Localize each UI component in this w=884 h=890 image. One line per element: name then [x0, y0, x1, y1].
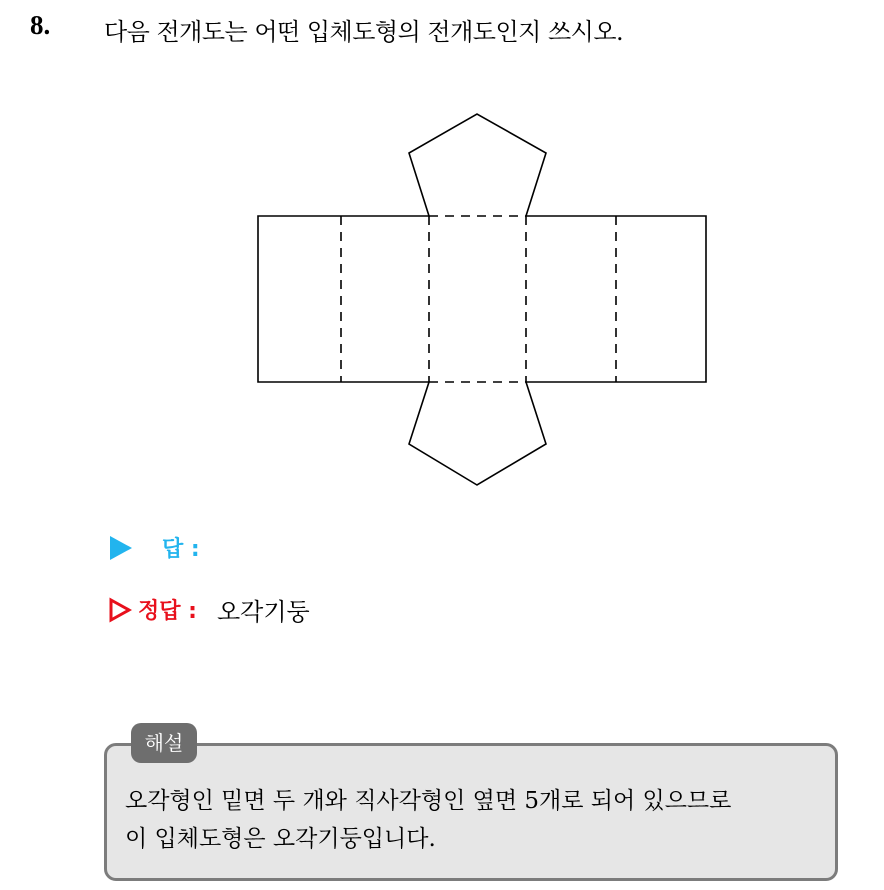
correct-answer-row [108, 592, 310, 627]
correct-answer-label: 정답 : [138, 599, 197, 624]
explanation-text [125, 782, 835, 858]
question-text: 다음 전개도는 어떤 입체도형의 전개도인지 쓰시오. [104, 18, 624, 46]
answer-label: 답 : [162, 537, 200, 562]
correct-arrow-icon [108, 597, 132, 623]
pentagonal-prism-net [250, 110, 710, 490]
answer-arrow-icon [110, 536, 132, 560]
answer-row [110, 532, 200, 563]
explanation-tag: 해설 [131, 723, 197, 763]
correct-answer-value: 오각기둥 [216, 598, 310, 626]
explanation-line-2: 이 입체도형은 오각기둥입니다. [125, 826, 436, 852]
question-number: 8. [30, 10, 51, 40]
explanation-line-1: 오각형인 밑면 두 개와 직사각형인 옆면 5개로 되어 있으므로 [125, 788, 732, 814]
net-outline [258, 114, 706, 485]
